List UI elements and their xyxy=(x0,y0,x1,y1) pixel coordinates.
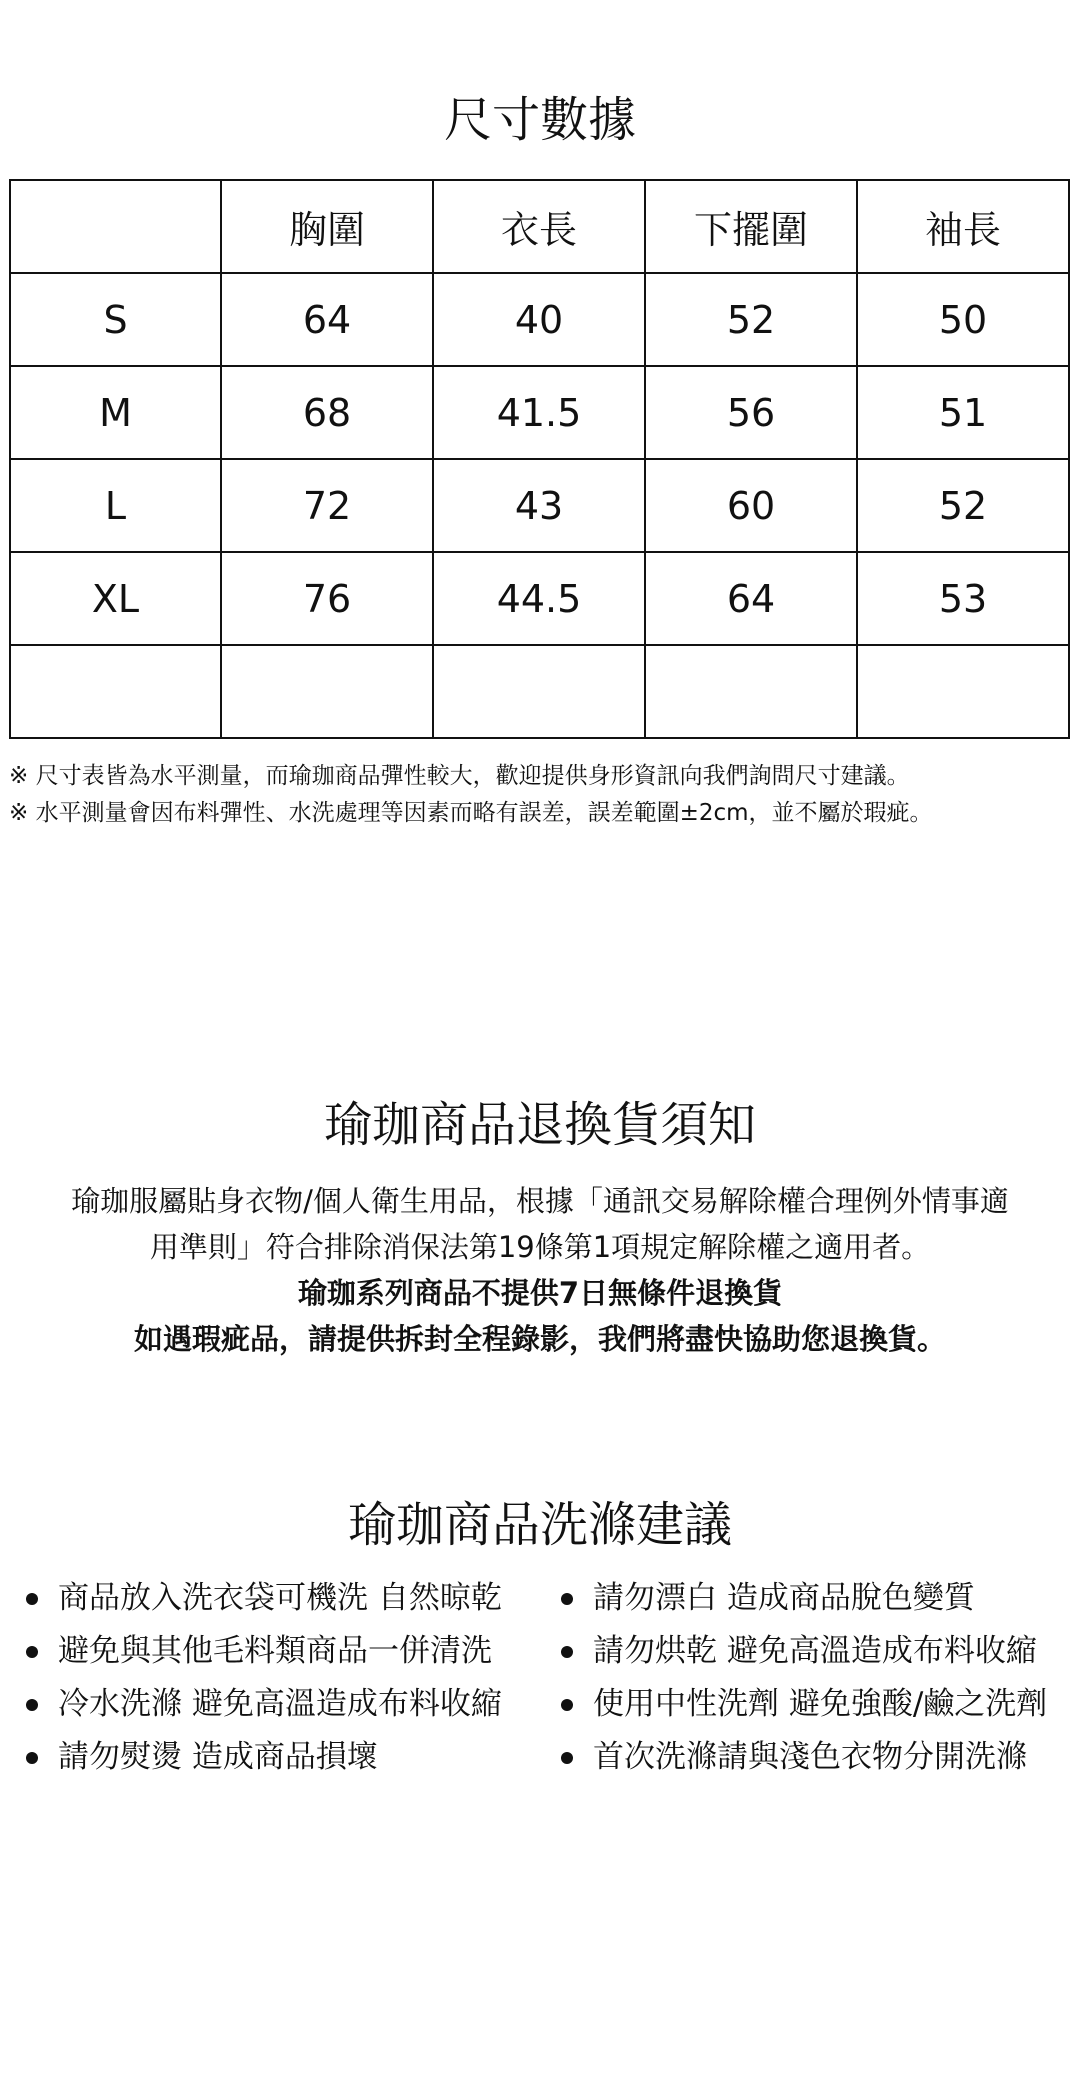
size-note: ※ 水平測量會因布料彈性、水洗處理等因素而略有誤差，誤差範圍±2cm，並不屬於瑕疵。 xyxy=(9,800,933,826)
return-policy-emphasis: 瑜珈系列商品不提供7日無條件退換貨 xyxy=(297,1276,783,1310)
table-cell: 41.5 xyxy=(433,366,645,459)
table-header-cell xyxy=(10,180,221,273)
bullet-icon xyxy=(561,1646,573,1658)
table-header-cell: 下擺圍 xyxy=(645,180,857,273)
bullet-icon xyxy=(561,1699,573,1711)
care-item-text: 請勿漂白 造成商品脫色變質 xyxy=(593,1580,975,1616)
list-item xyxy=(547,1625,1047,1678)
table-cell: 72 xyxy=(221,459,433,552)
return-policy-text: 用準則」符合排除消保法第19條第1項規定解除權之適用者。 xyxy=(149,1230,931,1264)
table-row xyxy=(10,552,1069,645)
table-header-cell: 胸圍 xyxy=(221,180,433,273)
table-cell: 52 xyxy=(645,273,857,366)
size-note: ※ 尺寸表皆為水平測量，而瑜珈商品彈性較大，歡迎提供身形資訊向我們詢問尺寸建議。 xyxy=(9,763,910,789)
size-notes xyxy=(9,758,1074,832)
bullet-icon xyxy=(26,1752,38,1764)
table-cell: 43 xyxy=(433,459,645,552)
list-item xyxy=(547,1678,1047,1731)
table-cell xyxy=(10,645,221,738)
table-row xyxy=(10,366,1069,459)
bullet-icon xyxy=(26,1646,38,1658)
list-item xyxy=(12,1572,502,1625)
table-row xyxy=(10,273,1069,366)
care-item-text: 首次洗滌請與淺色衣物分開洗滌 xyxy=(593,1739,1027,1775)
table-cell: 53 xyxy=(857,552,1069,645)
care-item-text: 避免與其他毛料類商品一併清洗 xyxy=(58,1633,492,1669)
size-label-cell: M xyxy=(10,366,221,459)
table-cell xyxy=(433,645,645,738)
list-item xyxy=(12,1731,502,1784)
table-cell: 44.5 xyxy=(433,552,645,645)
table-cell: 76 xyxy=(221,552,433,645)
table-header-row xyxy=(10,180,1069,273)
size-table xyxy=(9,179,1070,739)
care-title: 瑜珈商品洗滌建議 xyxy=(347,1497,732,1553)
care-list-left xyxy=(12,1572,502,1784)
care-item-text: 冷水洗滌 避免高溫造成布料收縮 xyxy=(58,1686,502,1722)
table-row-empty xyxy=(10,645,1069,738)
list-item xyxy=(12,1625,502,1678)
table-cell: 50 xyxy=(857,273,1069,366)
table-cell: 64 xyxy=(645,552,857,645)
table-cell xyxy=(221,645,433,738)
size-label-cell: S xyxy=(10,273,221,366)
table-cell xyxy=(857,645,1069,738)
list-item xyxy=(12,1678,502,1731)
table-cell: 51 xyxy=(857,366,1069,459)
bullet-icon xyxy=(26,1699,38,1711)
return-policy-text: 瑜珈服屬貼身衣物/個人衛生用品，根據「通訊交易解除權合理例外情事適 xyxy=(71,1184,1009,1218)
care-item-text: 請勿熨燙 造成商品損壞 xyxy=(58,1739,378,1775)
bullet-icon xyxy=(561,1593,573,1605)
table-cell: 40 xyxy=(433,273,645,366)
list-item xyxy=(547,1731,1047,1784)
care-item-text: 使用中性洗劑 避免強酸/鹼之洗劑 xyxy=(593,1686,1048,1722)
table-cell xyxy=(645,645,857,738)
bullet-icon xyxy=(26,1593,38,1605)
bullet-icon xyxy=(561,1752,573,1764)
table-cell: 52 xyxy=(857,459,1069,552)
size-label-cell: L xyxy=(10,459,221,552)
return-policy-emphasis: 如遇瑕疵品，請提供拆封全程錄影，我們將盡快協助您退換貨。 xyxy=(133,1322,946,1356)
care-list-right xyxy=(547,1572,1047,1784)
size-label-cell: XL xyxy=(10,552,221,645)
return-policy-body xyxy=(0,1178,1080,1362)
table-header-cell: 袖長 xyxy=(857,180,1069,273)
table-row xyxy=(10,459,1069,552)
table-cell: 56 xyxy=(645,366,857,459)
table-header-cell: 衣長 xyxy=(433,180,645,273)
table-cell: 60 xyxy=(645,459,857,552)
table-cell: 64 xyxy=(221,273,433,366)
list-item xyxy=(547,1572,1047,1625)
care-item-text: 請勿烘乾 避免高溫造成布料收縮 xyxy=(593,1633,1037,1669)
return-policy-title: 瑜珈商品退換貨須知 xyxy=(323,1097,756,1153)
table-cell: 68 xyxy=(221,366,433,459)
size-chart-title: 尺寸數據 xyxy=(443,92,636,148)
care-item-text: 商品放入洗衣袋可機洗 自然晾乾 xyxy=(58,1580,502,1616)
